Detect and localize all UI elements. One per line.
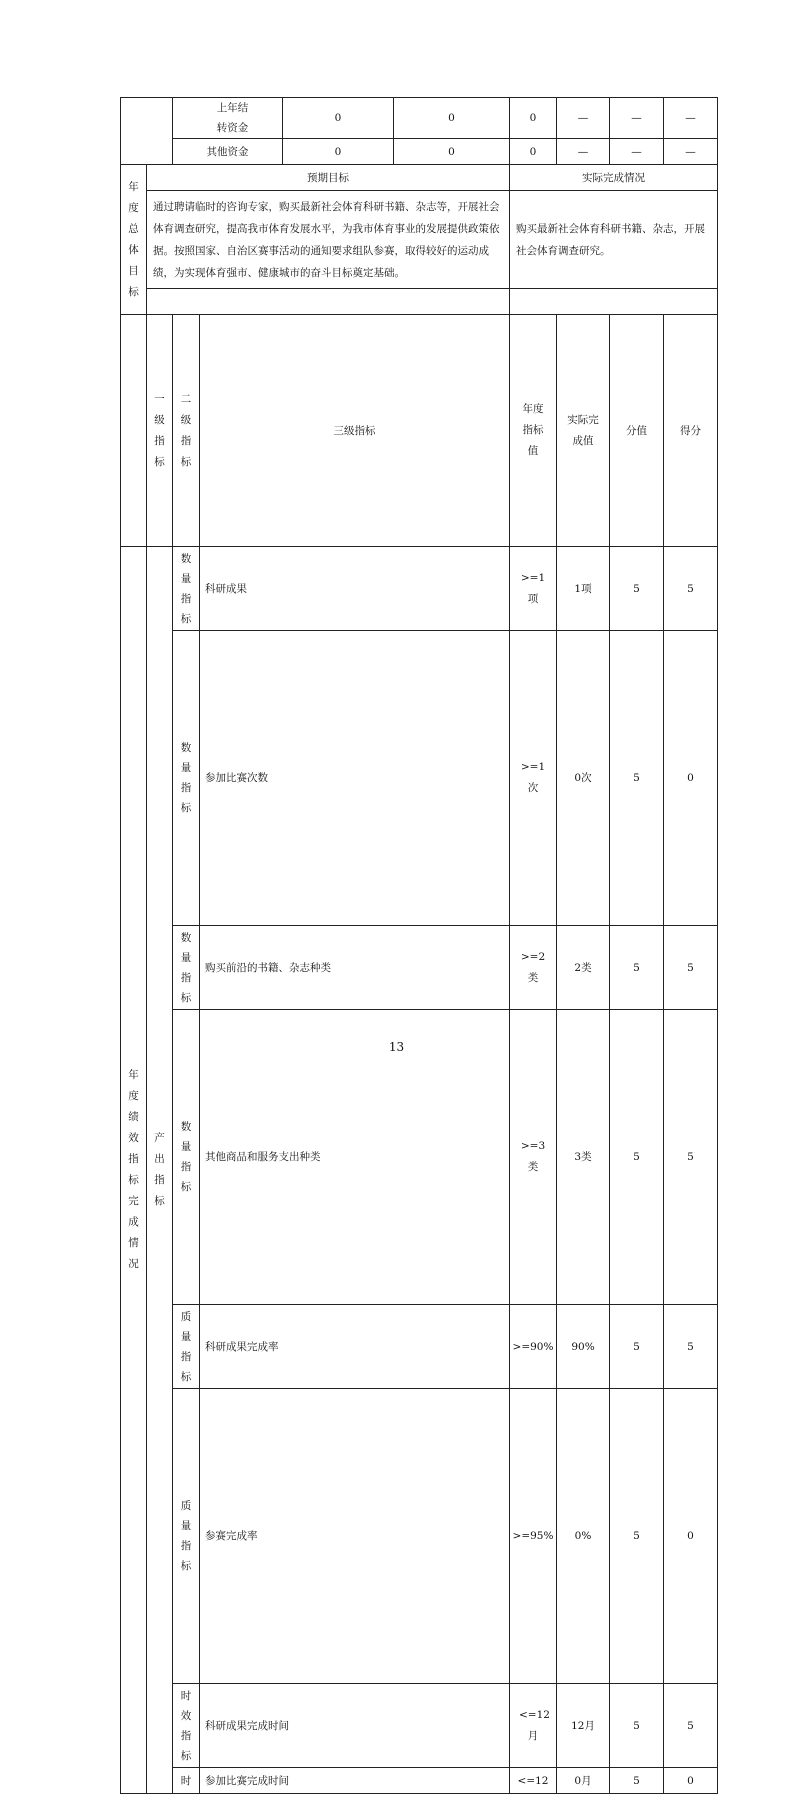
target-value: >=3类 bbox=[510, 1010, 557, 1305]
target-value: >=2类 bbox=[510, 926, 557, 1010]
score-value: 5 bbox=[664, 1684, 718, 1768]
weight-value: 5 bbox=[610, 926, 664, 1010]
fund-row bbox=[121, 98, 718, 139]
goals-section-label: 年度总体目标 bbox=[121, 165, 147, 315]
perf-level1: 产出指标 bbox=[147, 547, 173, 1794]
target-value: >=1次 bbox=[510, 631, 557, 926]
actual-value: 0% bbox=[557, 1389, 610, 1684]
level2-cell: 质量指标 bbox=[173, 1305, 200, 1389]
goals-text-row bbox=[121, 191, 718, 289]
score-value: 0 bbox=[664, 631, 718, 926]
indicator-header-row bbox=[121, 315, 718, 547]
actual-value: 90% bbox=[557, 1305, 610, 1389]
blank-cell bbox=[510, 289, 718, 315]
header-level1: 一级指标 bbox=[147, 315, 173, 547]
indicator-row bbox=[121, 926, 718, 1010]
actual-value: 0次 bbox=[557, 631, 610, 926]
indicator-row bbox=[121, 547, 718, 631]
actual-value: 0月 bbox=[557, 1768, 610, 1794]
header-target: 年度指标值 bbox=[510, 315, 557, 547]
actual-value: 2类 bbox=[557, 926, 610, 1010]
indicator-name: 其他商品和服务支出种类 bbox=[200, 1010, 510, 1305]
blank-cell bbox=[121, 98, 173, 165]
score-value: 5 bbox=[664, 926, 718, 1010]
actual-goal-text: 购买最新社会体育科研书籍、杂志，开展社会体育调查研究。 bbox=[510, 191, 718, 289]
fund-adjusted: 0 bbox=[394, 139, 510, 165]
header-level3: 三级指标 bbox=[200, 315, 510, 547]
actual-goal-header: 实际完成情况 bbox=[510, 165, 718, 191]
indicator-row bbox=[121, 1389, 718, 1684]
fund-rate: — bbox=[610, 98, 664, 139]
indicator-name: 科研成果 bbox=[200, 547, 510, 631]
level2-cell: 数量指标 bbox=[173, 1010, 200, 1305]
score-value: 0 bbox=[664, 1768, 718, 1794]
actual-value: 12月 bbox=[557, 1684, 610, 1768]
fund-row bbox=[121, 139, 718, 165]
fund-points: — bbox=[664, 139, 718, 165]
blank-cell bbox=[147, 289, 510, 315]
indicator-name: 科研成果完成时间 bbox=[200, 1684, 510, 1768]
expected-goal-text: 通过聘请临时的咨询专家，购买最新社会体育科研书籍、杂志等，开展社会体育调查研究，提高我市体育发展水平，为我市体育事业的发展提供政策依据。按照国家、自治区赛事活动的通知要求组队参赛，取得较好的运动成绩，为实现体育强市、健康城市的奋斗目标奠定基础。 bbox=[147, 191, 510, 289]
level2-cell: 数量指标 bbox=[173, 926, 200, 1010]
header-actual: 实际完成值 bbox=[557, 315, 610, 547]
indicator-name: 参加比赛次数 bbox=[200, 631, 510, 926]
performance-table bbox=[120, 97, 718, 1794]
target-value: <=12月 bbox=[510, 1684, 557, 1768]
fund-executed: 0 bbox=[510, 98, 557, 139]
fund-executed: 0 bbox=[510, 139, 557, 165]
indicator-row bbox=[121, 631, 718, 926]
target-value: >=90% bbox=[510, 1305, 557, 1389]
target-value: >=95% bbox=[510, 1389, 557, 1684]
score-value: 5 bbox=[664, 547, 718, 631]
score-value: 5 bbox=[664, 1010, 718, 1305]
weight-value: 5 bbox=[610, 1305, 664, 1389]
level2-cell: 时效指标 bbox=[173, 1684, 200, 1768]
weight-value: 5 bbox=[610, 1010, 664, 1305]
header-level2: 二级指标 bbox=[173, 315, 200, 547]
actual-value: 1项 bbox=[557, 547, 610, 631]
level2-cell: 时 bbox=[173, 1768, 200, 1794]
goals-header-row bbox=[121, 165, 718, 191]
indicator-row bbox=[121, 1305, 718, 1389]
fund-points: — bbox=[664, 98, 718, 139]
weight-value: 5 bbox=[610, 1684, 664, 1768]
fund-budget: 0 bbox=[283, 139, 394, 165]
actual-value: 3类 bbox=[557, 1010, 610, 1305]
indicator-name: 参赛完成率 bbox=[200, 1389, 510, 1684]
score-value: 0 bbox=[664, 1389, 718, 1684]
goals-empty-row bbox=[121, 289, 718, 315]
score-value: 5 bbox=[664, 1305, 718, 1389]
fund-label: 其他资金 bbox=[173, 139, 283, 165]
page-number: 13 bbox=[388, 1040, 405, 1054]
level2-cell: 数量指标 bbox=[173, 547, 200, 631]
fund-adjusted: 0 bbox=[394, 98, 510, 139]
blank-cell bbox=[121, 315, 147, 547]
indicator-row bbox=[121, 1684, 718, 1768]
level2-cell: 数量指标 bbox=[173, 631, 200, 926]
indicator-name: 科研成果完成率 bbox=[200, 1305, 510, 1389]
weight-value: 5 bbox=[610, 547, 664, 631]
weight-value: 5 bbox=[610, 1389, 664, 1684]
indicator-name: 参加比赛完成时间 bbox=[200, 1768, 510, 1794]
fund-budget: 0 bbox=[283, 98, 394, 139]
fund-score: — bbox=[557, 98, 610, 139]
target-value: <=12 bbox=[510, 1768, 557, 1794]
fund-label: 上年结转资金 bbox=[173, 98, 283, 139]
fund-score: — bbox=[557, 139, 610, 165]
weight-value: 5 bbox=[610, 1768, 664, 1794]
indicator-row bbox=[121, 1768, 718, 1794]
level2-cell: 质量指标 bbox=[173, 1389, 200, 1684]
indicator-name: 购买前沿的书籍、杂志种类 bbox=[200, 926, 510, 1010]
header-score: 得分 bbox=[664, 315, 718, 547]
perf-section-label: 年度绩效指标完成情况 bbox=[121, 547, 147, 1794]
expected-goal-header: 预期目标 bbox=[147, 165, 510, 191]
fund-rate: — bbox=[610, 139, 664, 165]
target-value: >=1项 bbox=[510, 547, 557, 631]
weight-value: 5 bbox=[610, 631, 664, 926]
header-weight: 分值 bbox=[610, 315, 664, 547]
